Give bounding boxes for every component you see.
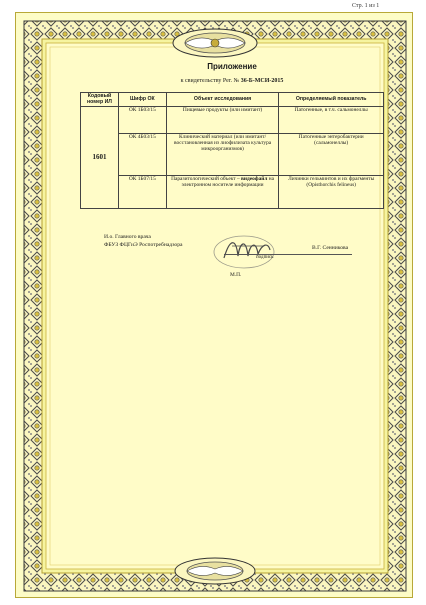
- table-row: [81, 176, 384, 209]
- registration-number: 36-Б-МСИ-2015: [240, 78, 284, 84]
- videofile-word: видеофайл: [241, 176, 268, 183]
- indicator-cell: Патогенные энтеробактерии (сальмонеллы): [279, 134, 384, 176]
- table-header-row: [81, 93, 384, 107]
- lab-code-cell: 1601: [81, 107, 119, 209]
- indicator-cell: Патогенные, в т.ч. сальмонеллы: [279, 107, 384, 134]
- document-title: Приложение: [207, 62, 257, 71]
- signature-line: [224, 254, 352, 255]
- signature-caption: подпись: [256, 255, 274, 260]
- object-cell: Пищевые продукты (или имитант): [166, 107, 279, 134]
- header-code: Кодовый номер ИЛ: [81, 93, 119, 107]
- cipher-cell: ОК 1Б07/15: [118, 176, 166, 209]
- page-number: Стр. 1 из 1: [352, 3, 380, 9]
- cipher-cell: ОК 1Б03/15: [118, 107, 166, 134]
- document-subtitle: к свидетельству Рег. № 36-Б-МСИ-2015: [180, 78, 284, 84]
- signatory-position: И.о. Главного врача ФБУЗ ФЦГиЭ Роспотребнадзора: [104, 234, 183, 249]
- table-row: [81, 107, 384, 134]
- handwritten-signature: [208, 232, 288, 272]
- header-indicator: Определяемый показатель: [279, 93, 384, 107]
- indicator-cell: Личинки гельминтов и их фрагменты (Opisthorchis felineus): [279, 176, 384, 209]
- seal-placeholder: М.П.: [230, 272, 242, 278]
- header-cipher: Шифр ОК: [118, 93, 166, 107]
- signatory-name: В.Г. Сенникова: [312, 245, 349, 251]
- object-cell: Клинический материал (или имитант/восстановленная из лиофилизата культура микроорганизмов): [166, 134, 279, 176]
- header-object: Объект исследования: [166, 93, 279, 107]
- bottom-emblem: [175, 558, 255, 584]
- top-emblem: [173, 29, 257, 57]
- cipher-cell: ОК 4Б03/15: [118, 134, 166, 176]
- object-cell: Паразитологический объект – видеофайл на электронном носителе информации: [166, 176, 279, 209]
- test-objects-table: [80, 92, 384, 209]
- table-row: [81, 134, 384, 176]
